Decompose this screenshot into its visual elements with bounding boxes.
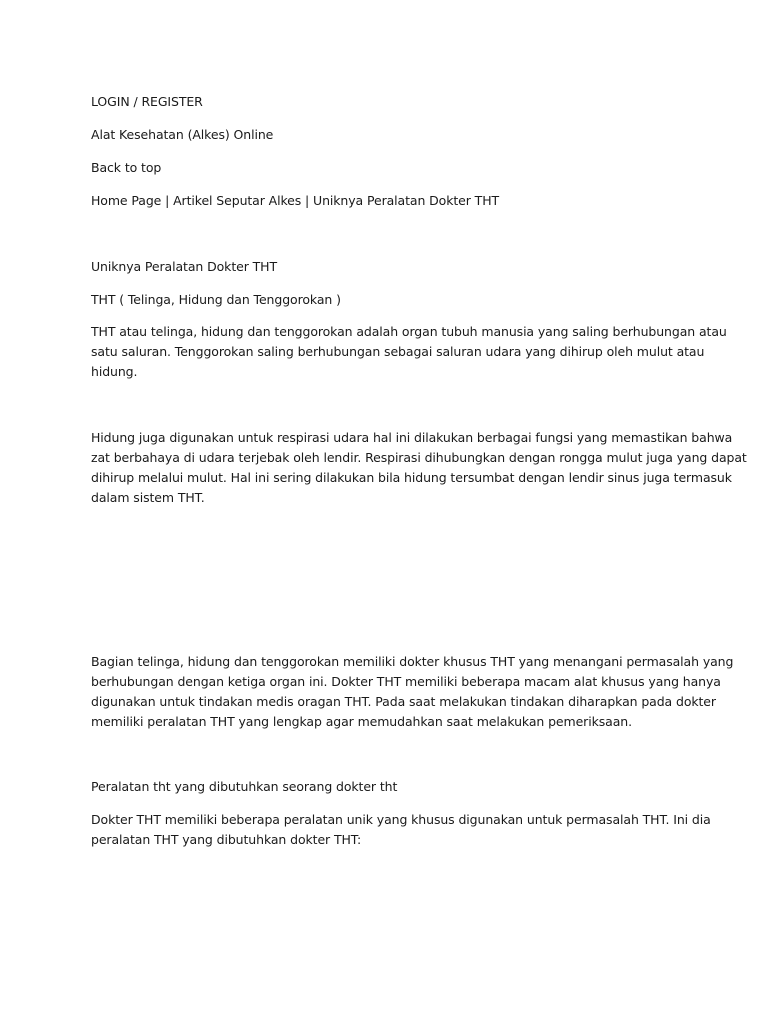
breadcrumb-separator: |	[161, 193, 174, 208]
paragraph-line: memiliki peralatan THT yang lengkap agar memudahkan saat melakukan pemeriksaan.	[91, 714, 632, 729]
paragraph-line: berhubungan dengan ketiga organ ini. Dokter THT memiliki beberapa macam alat khusus yang hanya	[91, 674, 721, 689]
paragraph-4	[91, 810, 711, 850]
paragraph-line: THT atau telinga, hidung dan tenggorokan adalah organ tubuh manusia yang saling berhubungan atau	[91, 324, 727, 339]
paragraph-line: dalam sistem THT.	[91, 490, 205, 505]
breadcrumb-separator: |	[301, 193, 314, 208]
site-title: Alat Kesehatan (Alkes) Online	[91, 127, 274, 142]
paragraph-line: dihirup melalui mulut. Hal ini sering dilakukan bila hidung tersumbat dengan lendir sinus juga termasuk	[91, 470, 732, 485]
breadcrumb-category[interactable]: Artikel Seputar Alkes	[173, 193, 302, 208]
breadcrumb-current: Uniknya Peralatan Dokter THT	[313, 193, 500, 208]
login-register-link[interactable]	[91, 92, 203, 112]
back-to-top-text[interactable]: Back to top	[91, 160, 162, 175]
paragraph-2	[91, 428, 747, 508]
paragraph-line: satu saluran. Tenggorokan saling berhubungan sebagai saluran udara yang dihirup oleh mulut atau	[91, 344, 705, 359]
paragraph-line: zat berbahaya di udara terjebak oleh lendir. Respirasi dihubungkan dengan rongga mulut juga yang dapat	[91, 450, 747, 465]
login-register-text[interactable]: LOGIN / REGISTER	[91, 94, 203, 109]
back-to-top-link[interactable]	[91, 158, 161, 178]
paragraph-line: Hidung juga digunakan untuk respirasi udara hal ini dilakukan berbagai fungsi yang memastikan bahwa	[91, 430, 733, 445]
breadcrumb-home[interactable]: Home Page	[91, 193, 162, 208]
paragraph-line: peralatan THT yang dibutuhkan dokter THT:	[91, 832, 362, 847]
paragraph-line: Bagian telinga, hidung dan tenggorokan memiliki dokter khusus THT yang menangani permasalah yang	[91, 654, 734, 669]
paragraph-line: Dokter THT memiliki beberapa peralatan unik yang khusus digunakan untuk permasalah THT. Ini dia	[91, 812, 711, 827]
article-title: Uniknya Peralatan Dokter THT	[91, 259, 277, 274]
paragraph-3	[91, 652, 734, 732]
section-heading: Peralatan tht yang dibutuhkan seorang dokter tht	[91, 779, 398, 794]
paragraph-line: hidung.	[91, 364, 138, 379]
paragraph-1	[91, 322, 727, 382]
paragraph-line: digunakan untuk tindakan medis oragan THT. Pada saat melakukan tindakan diharapkan pada dokter	[91, 694, 716, 709]
breadcrumb	[91, 191, 499, 211]
article-subtitle: THT ( Telinga, Hidung dan Tenggorokan )	[91, 292, 341, 307]
